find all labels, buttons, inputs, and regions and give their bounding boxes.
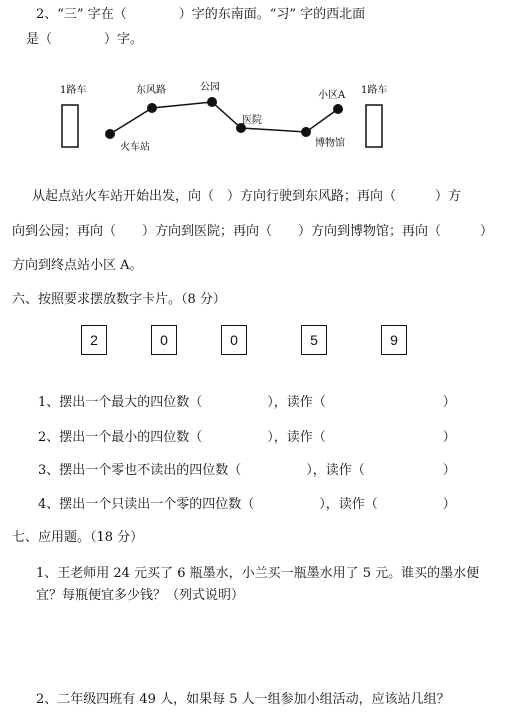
bus-stop-right-sign xyxy=(366,105,382,147)
label-hospital: 医院 xyxy=(242,115,262,126)
number-card-5: 9 xyxy=(381,325,407,355)
q2-line1: 2、“三” 字在（ ）字的东南面。“习” 字的西北面 xyxy=(36,7,366,22)
node-dongfeng-road xyxy=(147,103,157,113)
section6-item-1: 1、摆出一个最大的四位数（ ），读作（ ） xyxy=(38,395,456,410)
section6-item-4: 4、摆出一个只读出一个零的四位数（ ），读作（ ） xyxy=(38,497,456,512)
route-line2: 向到公园；再向（ ）方向到医院；再向（ ）方向到博物馆；再向（ ） xyxy=(12,224,494,239)
node-museum xyxy=(301,127,311,137)
label-museum: 博物馆 xyxy=(315,138,345,149)
label-community-a: 小区A xyxy=(318,90,346,101)
section7-q2: 2、二年级四班有 49 人，如果每 5 人一组参加小组活动，应该站几组？ xyxy=(36,692,450,707)
section7-q1-line2: 宜？每瓶便宜多少钱？（列式说明） xyxy=(36,588,245,603)
node-train-station xyxy=(105,129,115,139)
node-community-a xyxy=(333,104,343,114)
bus-stop-left-sign xyxy=(62,105,78,147)
number-card-1: 2 xyxy=(81,325,107,355)
section7-title: 七、应用题。（18 分） xyxy=(12,530,144,545)
number-card-3: 0 xyxy=(221,325,247,355)
route-line1: 从起点站火车站开始出发，向（ ）方向行驶到东风路；再向（ ）方 xyxy=(32,189,462,204)
label-dongfeng-road: 东风路 xyxy=(136,85,166,96)
section7-q1-line1: 1、王老师用 24 元买了 6 瓶墨水，小兰买一瓶墨水用了 5 元。谁买的墨水便 xyxy=(36,566,480,581)
route-map xyxy=(0,75,510,175)
section6-item-3: 3、摆出一个零也不读出的四位数（ ），读作（ ） xyxy=(38,463,456,478)
q2-line2: 是（ ）字。 xyxy=(26,32,144,47)
section6-item-2: 2、摆出一个最小的四位数（ ），读作（ ） xyxy=(38,430,456,445)
number-card-2: 0 xyxy=(151,325,177,355)
route-line3: 方向到终点站小区 A。 xyxy=(12,258,143,273)
label-train-station: 火车站 xyxy=(120,142,150,153)
number-card-4: 5 xyxy=(301,325,327,355)
node-park xyxy=(207,97,217,107)
label-bus-right: 1路车 xyxy=(361,85,388,96)
label-bus-left: 1路车 xyxy=(60,85,87,96)
label-park: 公园 xyxy=(200,82,220,93)
section6-title: 六、按照要求摆放数字卡片。（8 分） xyxy=(12,292,226,307)
